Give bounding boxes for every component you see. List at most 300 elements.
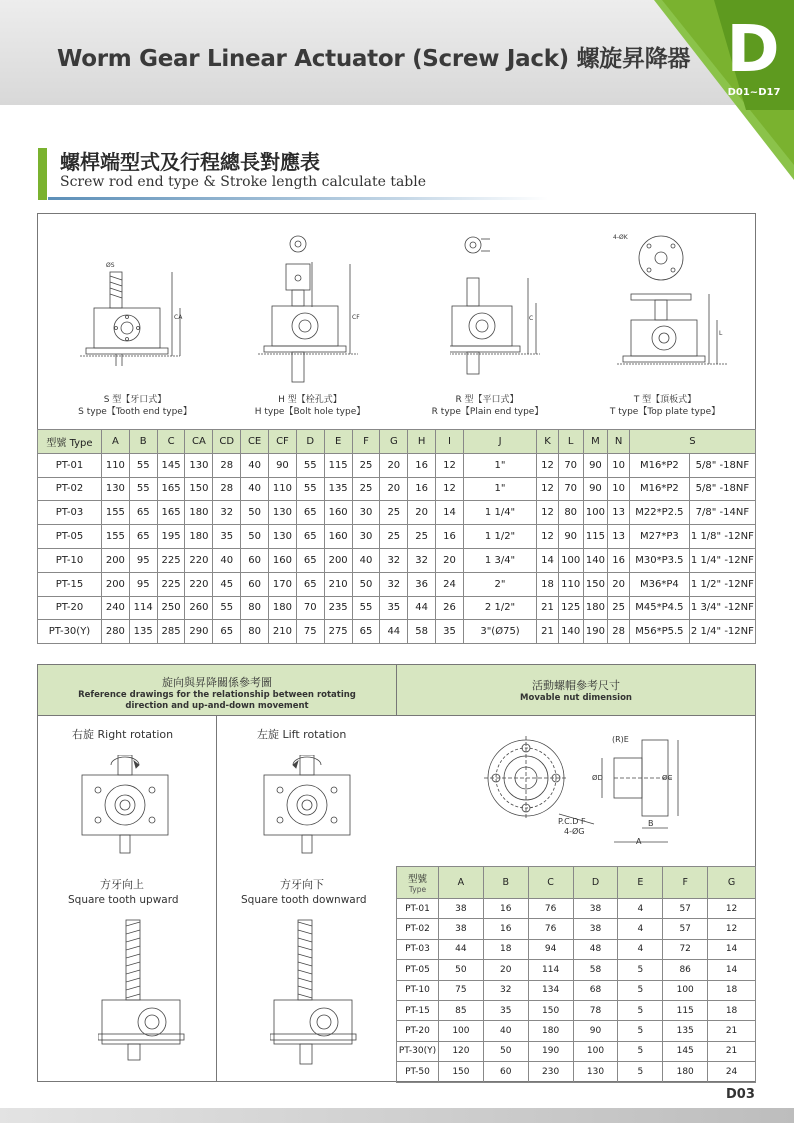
table-row — [38, 501, 756, 525]
value-cell: 18 — [537, 572, 559, 596]
value-cell: 180 — [185, 525, 213, 549]
value-cell: 40 — [483, 1021, 528, 1041]
value-cell: 115 — [663, 1000, 708, 1020]
table-row — [397, 1021, 756, 1041]
value-cell: 24 — [436, 572, 464, 596]
value-cell: 16 — [436, 525, 464, 549]
col-header: I — [436, 430, 464, 454]
value-cell: 30 — [352, 501, 380, 525]
nut-table-header-row — [397, 867, 756, 899]
value-cell: 18 — [708, 1000, 756, 1020]
value-cell: 55 — [296, 453, 324, 477]
downward-label-en: Square tooth downward — [241, 894, 367, 906]
value-cell: 180 — [583, 596, 608, 620]
col-header: B — [129, 430, 157, 454]
value-cell: 38 — [438, 919, 483, 939]
value-cell: 16 — [408, 477, 436, 501]
value-cell: 130 — [101, 477, 129, 501]
value-cell: 190 — [583, 620, 608, 644]
value-cell: 78 — [573, 1000, 618, 1020]
value-cell: 150 — [528, 1000, 573, 1020]
section-underline — [48, 197, 548, 200]
value-cell: 12 — [708, 919, 756, 939]
model-cell: PT-02 — [38, 477, 102, 501]
value-cell: 80 — [241, 596, 269, 620]
value-cell: 50 — [483, 1041, 528, 1061]
value-cell: 94 — [528, 939, 573, 959]
value-cell: 165 — [157, 477, 185, 501]
table-row — [397, 980, 756, 1000]
nut-type-header-en: Type — [408, 885, 427, 894]
col-header: CE — [241, 430, 269, 454]
model-cell: PT-50 — [397, 1062, 439, 1082]
value-cell: 240 — [101, 596, 129, 620]
value-cell: 65 — [296, 572, 324, 596]
value-cell: 18 — [483, 939, 528, 959]
value-cell: 225 — [157, 572, 185, 596]
value-cell: 5 — [618, 1021, 663, 1041]
nut-title-zh: 活動螺帽參考尺寸 — [532, 679, 620, 692]
nut-label-re: (R)E — [612, 735, 629, 744]
value-cell: 25 — [408, 525, 436, 549]
value-cell: 21 — [537, 596, 559, 620]
value-cell: 90 — [583, 453, 608, 477]
value-cell: 16 — [483, 919, 528, 939]
h-type-caption-zh: H 型【栓孔式】 — [278, 395, 342, 405]
value-cell: 40 — [241, 453, 269, 477]
value-cell: 24 — [708, 1062, 756, 1082]
value-cell: 55 — [129, 453, 157, 477]
page-number: D03 — [726, 1087, 755, 1102]
value-cell: M22*P2.5 — [629, 501, 689, 525]
value-cell: 14 — [708, 960, 756, 980]
value-cell: 16 — [483, 899, 528, 919]
rotation-title-zh: 旋向與昇降關係參考圖 — [162, 676, 272, 689]
value-cell: 26 — [436, 596, 464, 620]
value-cell: 160 — [324, 501, 352, 525]
value-cell: 5 — [618, 1000, 663, 1020]
label-c: C — [529, 315, 534, 322]
nut-label-b: B — [648, 819, 654, 828]
value-cell: 135 — [324, 477, 352, 501]
value-cell: 210 — [324, 572, 352, 596]
table-row — [397, 1062, 756, 1082]
value-cell: 38 — [573, 919, 618, 939]
rotation-title-en-2: direction and up-and-down movement — [125, 701, 309, 711]
value-cell: 18 — [708, 980, 756, 1000]
value-cell: M36*P4 — [629, 572, 689, 596]
value-cell: 5 — [618, 980, 663, 1000]
rotation-divider — [216, 716, 217, 1082]
value-cell: 28 — [608, 620, 630, 644]
label-4-phi-k: 4-ØK — [613, 234, 628, 241]
value-cell: 1" — [463, 453, 536, 477]
value-cell: 120 — [438, 1041, 483, 1061]
value-cell: 225 — [157, 548, 185, 572]
col-header: F — [352, 430, 380, 454]
model-cell: PT-15 — [397, 1000, 439, 1020]
square-tooth-downward-drawing — [270, 918, 360, 1068]
value-cell: 275 — [324, 620, 352, 644]
value-cell: 130 — [269, 525, 297, 549]
value-cell: 44 — [408, 596, 436, 620]
label-ca: CA — [174, 314, 183, 321]
value-cell: 70 — [296, 596, 324, 620]
value-cell: 12 — [537, 501, 559, 525]
section-marker — [38, 148, 47, 200]
col-header: CF — [269, 430, 297, 454]
right-rotation-drawing — [78, 755, 178, 855]
col-header: A — [101, 430, 129, 454]
nut-label-phi-c: ØC — [662, 774, 673, 782]
value-cell: 180 — [663, 1062, 708, 1082]
value-cell: 16 — [608, 548, 630, 572]
value-cell: 72 — [663, 939, 708, 959]
value-cell: 32 — [380, 572, 408, 596]
upward-label-en: Square tooth upward — [68, 894, 179, 906]
value-cell: 195 — [157, 525, 185, 549]
model-cell: PT-20 — [38, 596, 102, 620]
model-cell: PT-10 — [38, 548, 102, 572]
value-cell: 60 — [483, 1062, 528, 1082]
label-phi-s: ØS — [106, 262, 115, 269]
value-cell: 180 — [185, 501, 213, 525]
value-cell: 55 — [129, 477, 157, 501]
value-cell: 145 — [157, 453, 185, 477]
value-cell: 155 — [101, 525, 129, 549]
table-row — [397, 919, 756, 939]
value-cell: 65 — [129, 501, 157, 525]
value-cell: 50 — [241, 501, 269, 525]
value-cell: 57 — [663, 899, 708, 919]
model-cell: PT-30(Y) — [397, 1041, 439, 1061]
col-header: N — [608, 430, 630, 454]
value-cell: 95 — [129, 572, 157, 596]
value-cell: 12 — [537, 525, 559, 549]
value-cell: 114 — [129, 596, 157, 620]
rotation-section-header — [37, 664, 397, 716]
upward-label-zh: 方牙向上 — [100, 878, 144, 891]
label-cf: CF — [352, 314, 360, 321]
value-cell: 170 — [269, 572, 297, 596]
table-row — [38, 620, 756, 644]
table-row — [397, 960, 756, 980]
value-cell: 38 — [438, 899, 483, 919]
model-cell: PT-15 — [38, 572, 102, 596]
col-header: F — [663, 867, 708, 899]
model-cell: PT-03 — [38, 501, 102, 525]
value-cell: 5 — [618, 1062, 663, 1082]
value-cell: 235 — [324, 596, 352, 620]
value-cell: 20 — [380, 453, 408, 477]
value-cell: 13 — [608, 501, 630, 525]
model-cell: PT-01 — [397, 899, 439, 919]
value-cell: 100 — [583, 501, 608, 525]
value-cell: M16*P2 — [629, 453, 689, 477]
value-cell: 80 — [558, 501, 583, 525]
table-row — [38, 548, 756, 572]
value-cell: 190 — [528, 1041, 573, 1061]
col-header: E — [324, 430, 352, 454]
value-cell: 55 — [352, 596, 380, 620]
value-cell: M16*P2 — [629, 477, 689, 501]
col-header: B — [483, 867, 528, 899]
value-cell: 7/8" -14NF — [689, 501, 755, 525]
value-cell: 28 — [213, 453, 241, 477]
value-cell: 75 — [296, 620, 324, 644]
value-cell: 20 — [436, 548, 464, 572]
value-cell: 86 — [663, 960, 708, 980]
value-cell: 160 — [269, 548, 297, 572]
col-header: 型號 Type — [38, 430, 102, 454]
value-cell: 134 — [528, 980, 573, 1000]
value-cell: 60 — [241, 548, 269, 572]
model-cell: PT-03 — [397, 939, 439, 959]
col-header: K — [537, 430, 559, 454]
col-header: M — [583, 430, 608, 454]
s-type-caption-en: S type【Tooth end type】 — [78, 407, 192, 417]
value-cell: M45*P4.5 — [629, 596, 689, 620]
table-row — [397, 1041, 756, 1061]
value-cell: 65 — [352, 620, 380, 644]
value-cell: 32 — [483, 980, 528, 1000]
r-type-caption-zh: R 型【平口式】 — [455, 395, 519, 405]
value-cell: 280 — [101, 620, 129, 644]
value-cell: 65 — [296, 501, 324, 525]
t-type-caption-zh: T 型【頂板式】 — [633, 395, 697, 405]
value-cell: 25 — [352, 453, 380, 477]
value-cell: 200 — [101, 548, 129, 572]
value-cell: 20 — [483, 960, 528, 980]
table-row — [38, 596, 756, 620]
value-cell: 38 — [573, 899, 618, 919]
value-cell: 95 — [129, 548, 157, 572]
rotation-title-en-1: Reference drawings for the relationship between rotating — [78, 690, 356, 700]
table-row — [38, 525, 756, 549]
value-cell: 21 — [708, 1021, 756, 1041]
value-cell: 4 — [618, 899, 663, 919]
value-cell: 13 — [608, 525, 630, 549]
value-cell: 2 1/4" -12NF — [689, 620, 755, 644]
col-header: S — [629, 430, 755, 454]
value-cell: 4 — [618, 919, 663, 939]
t-type-caption-en: T type【Top plate type】 — [609, 407, 721, 417]
section-title-zh: 螺桿端型式及行程總長對應表 — [60, 150, 320, 174]
footer-bar — [0, 1108, 794, 1123]
model-cell: PT-01 — [38, 453, 102, 477]
label-l: L — [719, 330, 723, 337]
value-cell: 21 — [537, 620, 559, 644]
value-cell: 110 — [558, 572, 583, 596]
value-cell: 68 — [573, 980, 618, 1000]
value-cell: 14 — [537, 548, 559, 572]
value-cell: 1 1/2" -12NF — [689, 572, 755, 596]
value-cell: 1 1/4" — [463, 501, 536, 525]
value-cell: 16 — [408, 453, 436, 477]
left-rotation-drawing — [260, 755, 360, 855]
value-cell: 1 1/8" -12NF — [689, 525, 755, 549]
value-cell: 58 — [573, 960, 618, 980]
value-cell: 36 — [408, 572, 436, 596]
chapter-range: D01~D17 — [727, 87, 781, 98]
value-cell: 1" — [463, 477, 536, 501]
t-type-drawing — [613, 234, 737, 384]
value-cell: 1 3/4" -12NF — [689, 596, 755, 620]
value-cell: 35 — [436, 620, 464, 644]
h-type-caption-en: H type【Bolt hole type】 — [254, 407, 366, 417]
value-cell: 40 — [241, 477, 269, 501]
section-title-en: Screw rod end type & Stroke length calculate table — [60, 174, 427, 190]
value-cell: 12 — [436, 477, 464, 501]
value-cell: 21 — [708, 1041, 756, 1061]
value-cell: 114 — [528, 960, 573, 980]
value-cell: 110 — [101, 453, 129, 477]
col-header: H — [408, 430, 436, 454]
value-cell: 25 — [352, 477, 380, 501]
col-header: E — [618, 867, 663, 899]
value-cell: 150 — [583, 572, 608, 596]
value-cell: 100 — [573, 1041, 618, 1061]
nut-type-header-zh: 型號 — [407, 874, 427, 885]
value-cell: 5/8" -18NF — [689, 477, 755, 501]
s-type-drawing — [80, 262, 190, 372]
value-cell: 20 — [608, 572, 630, 596]
r-type-drawing — [450, 233, 550, 383]
value-cell: 25 — [380, 501, 408, 525]
stroke-length-table — [37, 429, 756, 644]
value-cell: 25 — [380, 525, 408, 549]
value-cell: 50 — [352, 572, 380, 596]
value-cell: 5/8" -18NF — [689, 453, 755, 477]
value-cell: 100 — [558, 548, 583, 572]
value-cell: 115 — [583, 525, 608, 549]
value-cell: 90 — [558, 525, 583, 549]
value-cell: 70 — [558, 453, 583, 477]
value-cell: 12 — [436, 453, 464, 477]
value-cell: 260 — [185, 596, 213, 620]
value-cell: 25 — [608, 596, 630, 620]
value-cell: 90 — [583, 477, 608, 501]
model-cell: PT-20 — [397, 1021, 439, 1041]
model-cell: PT-05 — [38, 525, 102, 549]
table-header-row — [38, 430, 756, 454]
value-cell: 70 — [558, 477, 583, 501]
table-row — [38, 477, 756, 501]
value-cell: 32 — [380, 548, 408, 572]
value-cell: 28 — [213, 477, 241, 501]
model-cell: PT-05 — [397, 960, 439, 980]
value-cell: 1 1/4" -12NF — [689, 548, 755, 572]
value-cell: 45 — [213, 572, 241, 596]
col-header: CD — [213, 430, 241, 454]
value-cell: 48 — [573, 939, 618, 959]
value-cell: 200 — [324, 548, 352, 572]
col-header: D — [573, 867, 618, 899]
value-cell: M30*P3.5 — [629, 548, 689, 572]
value-cell: 65 — [296, 525, 324, 549]
s-type-caption-zh: S 型【牙口式】 — [103, 395, 167, 405]
value-cell: 35 — [380, 596, 408, 620]
table-row — [38, 453, 756, 477]
model-cell: PT-02 — [397, 919, 439, 939]
value-cell: 12 — [708, 899, 756, 919]
value-cell: 12 — [537, 477, 559, 501]
value-cell: 155 — [101, 501, 129, 525]
value-cell: 10 — [608, 453, 630, 477]
value-cell: 150 — [185, 477, 213, 501]
right-rotation-label: 右旋 Right rotation — [72, 728, 174, 741]
value-cell: 90 — [269, 453, 297, 477]
chapter-letter: D — [726, 13, 780, 87]
value-cell: 140 — [583, 548, 608, 572]
downward-label-zh: 方牙向下 — [280, 878, 324, 891]
col-header: J — [463, 430, 536, 454]
value-cell: 125 — [558, 596, 583, 620]
value-cell: 5 — [618, 960, 663, 980]
value-cell: 35 — [213, 525, 241, 549]
value-cell: 160 — [324, 525, 352, 549]
value-cell: 75 — [438, 980, 483, 1000]
value-cell: M27*P3 — [629, 525, 689, 549]
value-cell: 60 — [241, 572, 269, 596]
value-cell: 65 — [213, 620, 241, 644]
value-cell: 80 — [241, 620, 269, 644]
value-cell: 10 — [608, 477, 630, 501]
square-tooth-upward-drawing — [98, 918, 188, 1068]
value-cell: 14 — [708, 939, 756, 959]
table-row — [397, 899, 756, 919]
value-cell: 110 — [269, 477, 297, 501]
value-cell: 12 — [537, 453, 559, 477]
table-row — [38, 572, 756, 596]
table-row — [397, 1000, 756, 1020]
value-cell: 100 — [663, 980, 708, 1000]
value-cell: 210 — [269, 620, 297, 644]
value-cell: 180 — [528, 1021, 573, 1041]
value-cell: 1 1/2" — [463, 525, 536, 549]
value-cell: 200 — [101, 572, 129, 596]
value-cell: 130 — [269, 501, 297, 525]
value-cell: M56*P5.5 — [629, 620, 689, 644]
movable-nut-drawing — [484, 736, 684, 851]
value-cell: 130 — [573, 1062, 618, 1082]
value-cell: 57 — [663, 919, 708, 939]
nut-label-phi-d: ØD — [592, 774, 603, 782]
model-cell: PT-10 — [397, 980, 439, 1000]
value-cell: 32 — [213, 501, 241, 525]
value-cell: 115 — [324, 453, 352, 477]
col-header: D — [296, 430, 324, 454]
value-cell: 14 — [436, 501, 464, 525]
value-cell: 30 — [352, 525, 380, 549]
page-title: Worm Gear Linear Actuator (Screw Jack) 螺旋昇降器 — [57, 46, 691, 72]
value-cell: 100 — [438, 1021, 483, 1041]
nut-section-header — [396, 664, 756, 716]
value-cell: 55 — [296, 477, 324, 501]
value-cell: 145 — [663, 1041, 708, 1061]
nut-label-4g: 4-ØG — [564, 827, 585, 836]
value-cell: 35 — [483, 1000, 528, 1020]
value-cell: 44 — [380, 620, 408, 644]
value-cell: 135 — [663, 1021, 708, 1041]
col-header: CA — [185, 430, 213, 454]
value-cell: 220 — [185, 572, 213, 596]
value-cell: 65 — [129, 525, 157, 549]
col-header: G — [380, 430, 408, 454]
table-row — [397, 939, 756, 959]
value-cell: 130 — [185, 453, 213, 477]
col-header: L — [558, 430, 583, 454]
